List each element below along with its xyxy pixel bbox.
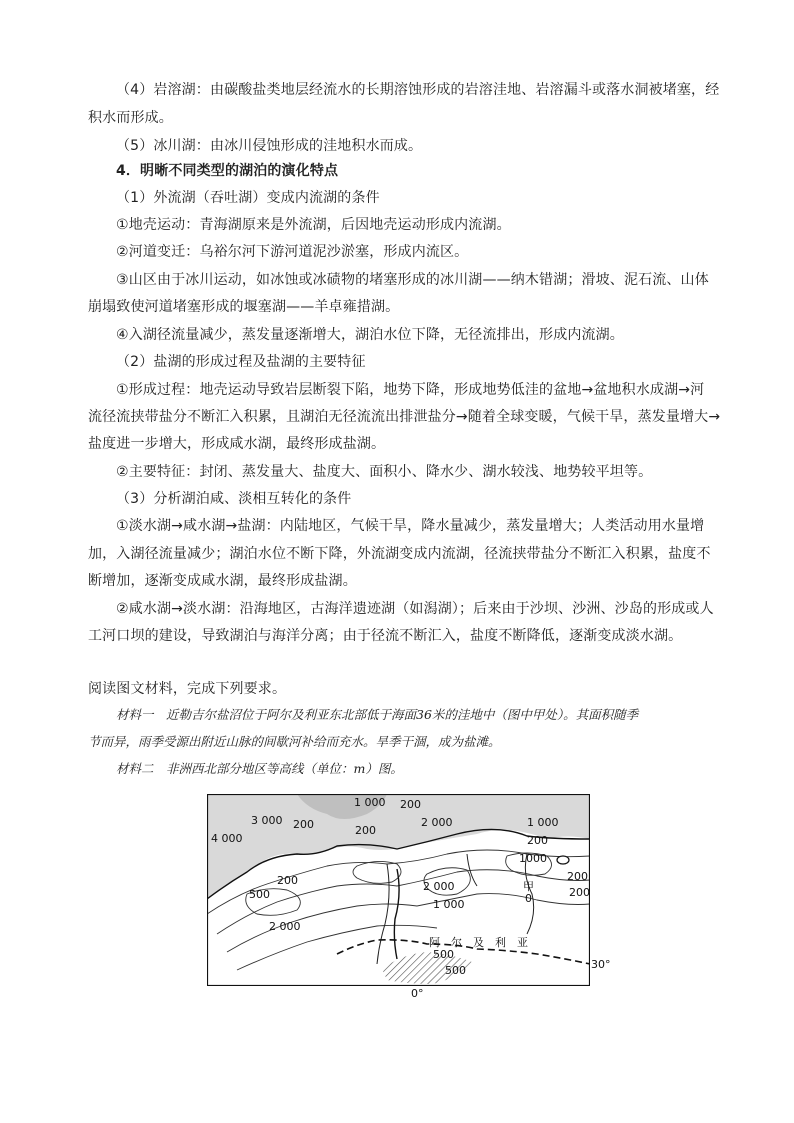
text-line: 崩塌致使河道堵塞形成的堰塞湖——羊卓雍措湖。: [88, 299, 400, 315]
material-one: 材料一 近勒吉尔盐沼位于阿尔及利亚东北部低于海面36米的洼地中（图中甲处）。其面积随季: [116, 707, 639, 722]
text-line: 加，入湖径流量减少；湖泊水位不断下降，外流湖变成内流湖，径流挟带盐分不断汇入积累，盐度不: [88, 546, 711, 562]
text-line: ②河道变迁：乌裕尔河下游河道泥沙淤塞，形成内流区。: [116, 244, 469, 260]
question-intro: 阅读图文材料，完成下列要求。: [88, 681, 287, 697]
contour-label: 1000: [519, 852, 547, 865]
salt-marsh-jia: [557, 856, 569, 864]
contour-label: 2 000: [421, 816, 453, 829]
contour-label: 1 000: [527, 816, 559, 829]
text-line: 工河口坝的建设，导致湖泊与海洋分离；由于径流不断汇入，盐度不断降低，逐渐变成淡水湖。: [88, 628, 683, 644]
longitude-label: 0°: [411, 987, 424, 1000]
contour-map: [207, 794, 611, 1000]
text-line: ③山区由于冰川运动，如冰蚀或冰碛物的堵塞形成的冰川湖——纳木错湖；滑坡、泥石流、山体: [116, 272, 709, 288]
contour-label: 200: [277, 874, 298, 887]
contour-label: 1 000: [433, 898, 465, 911]
text-line: ①地壳运动：青海湖原来是外流湖，后因地壳运动形成内流湖。: [116, 217, 511, 233]
text-line: （4）岩溶湖：由碳酸盐类地层经流水的长期溶蚀形成的岩溶洼地、岩溶漏斗或落水洞被堵塞，经: [116, 82, 720, 98]
contour-label: 200: [355, 824, 376, 837]
country-label: 阿 尔 及 利 亚: [429, 936, 528, 949]
text-line: 积水而形成。: [88, 110, 173, 126]
zero-label: 0: [525, 892, 532, 905]
material-one-cont: 节而异，雨季受源出附近山脉的间歇河补给而充水。旱季干涸，成为盐滩。: [88, 734, 501, 749]
contour-label: 3 000: [251, 814, 283, 827]
text-line: ①形成过程：地壳运动导致岩层断裂下陷，地势下降，形成地势低洼的盆地→盆地积水成湖→河: [116, 382, 705, 398]
text-line: 盐度进一步增大，形成咸水湖，最终形成盐湖。: [88, 436, 386, 452]
subsection-heading: （2）盐湖的形成过程及盐湖的主要特征: [116, 354, 366, 370]
contour-label: 200: [293, 818, 314, 831]
jia-label: 甲: [523, 880, 534, 893]
text-line: 流径流挟带盐分不断汇入积累，且湖泊无径流流出排泄盐分→随着全球变暖，气候干旱，蒸发量增大→: [88, 409, 721, 425]
section-heading: 4．明晰不同类型的湖泊的演化特点: [116, 163, 339, 179]
text-line: （5）冰川湖：由冰川侵蚀形成的洼地积水而成。: [116, 138, 423, 154]
contour-label: 500: [445, 964, 466, 977]
subsection-heading: （1）外流湖（吞吐湖）变成内流湖的条件: [116, 190, 380, 206]
text-line: ④入湖径流量减少，蒸发量逐渐增大，湖泊水位下降，无径流排出，形成内流湖。: [116, 327, 624, 343]
contour-closed: [353, 861, 401, 883]
contour-label: 200: [567, 870, 588, 883]
text-line: 断增加，逐渐变成咸水湖，最终形成盐湖。: [88, 573, 357, 589]
contour-label: 200: [527, 834, 548, 847]
contour-label: 200: [400, 798, 421, 811]
subsection-heading: （3）分析湖泊咸、淡相互转化的条件: [116, 491, 352, 507]
text-line: ②咸水湖→淡水湖：沿海地区，古海洋遗迹湖（如潟湖）；后来由于沙坝、沙洲、沙岛的形成或人: [116, 601, 714, 617]
contour-label: 1 000: [354, 796, 386, 809]
contour-label: 200: [569, 886, 590, 899]
contour-label: 500: [433, 948, 454, 961]
contour-label: 4 000: [211, 832, 243, 845]
material-two: 材料二 非洲西北部分地区等高线（单位：m）图。: [116, 761, 403, 776]
text-line: ②主要特征：封闭、蒸发量大、盐度大、面积小、降水少、湖水较浅、地势较平坦等。: [116, 464, 653, 480]
latitude-label: 30°: [591, 958, 611, 971]
river: [377, 864, 389, 964]
contour-label: 2 000: [269, 920, 301, 933]
contour-label: 2 000: [423, 880, 455, 893]
text-line: ①淡水湖→咸水湖→盐湖：内陆地区，气候干旱，降水量减少，蒸发量增大；人类活动用水量增: [116, 518, 705, 534]
contour-label: 500: [249, 888, 270, 901]
national-border: [394, 869, 399, 959]
